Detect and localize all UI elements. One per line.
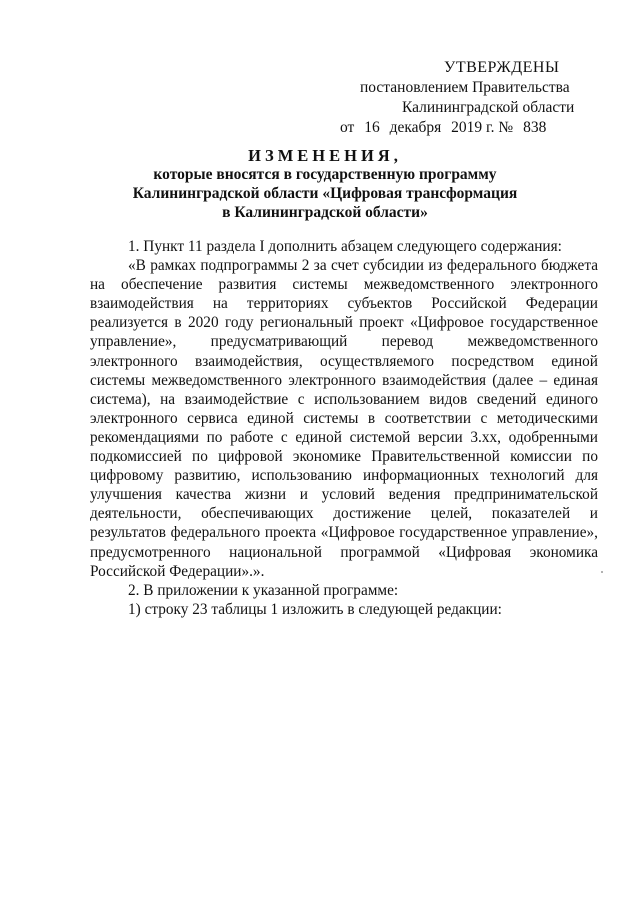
approval-line-region: Калининградской области xyxy=(402,99,575,116)
document-body xyxy=(90,237,598,619)
approval-line-government: постановлением Правительства xyxy=(360,79,570,96)
date-year: 2019 г. xyxy=(451,119,495,136)
heading-line-3: в Калининградской области» xyxy=(222,204,428,221)
document-heading xyxy=(90,146,560,222)
paragraph-3: 2. В приложении к указанной программе: xyxy=(128,581,399,599)
approval-title: УТВЕРЖДЕНЫ xyxy=(444,59,560,76)
approval-date-line xyxy=(340,118,610,138)
paragraph-2: «В рамках подпрограммы 2 за счет субсидии из федерального бюджета на обеспечение развития системы межведомственного электронного взаимодействия на территориях субъектов Российской Федерации реализуется в 2020 году региональный проект «Цифровое государственное управление», предусматривающий перевод межведомственного электронного взаимодействия, осуществляемого посредством единой системы межведомственного электронного взаимодействия (далее – единая система), на взаимодействие с использованием видов сведений единого электронного сервиса единой системы в соответствии с методическими рекомендациями по работе с единой системой версии 3.хх, одобренными подкомиссией по цифровой экономике Правительственной комиссии по цифровому развитию, использованию информационных технологий для улучшения качества жизни и условий ведения предпринимательской деятельности, обеспечивающих достижение целей, показателей и результатов федерального проекта «Цифровое государственное управление», предусмотренного национальной программой «Цифровая экономика Российской Федерации».». xyxy=(90,257,598,580)
heading-title: ИЗМЕНЕНИЯ, xyxy=(248,146,402,165)
heading-line-1: которые вносятся в государственную программу xyxy=(153,166,497,183)
paragraph-4: 1) строку 23 таблицы 1 изложить в следующей редакции: xyxy=(128,600,502,618)
date-day: 16 xyxy=(364,119,380,136)
number-sign: № xyxy=(498,119,514,136)
heading-line-2: Калининградской области «Цифровая трансформация xyxy=(132,185,518,202)
decree-number: 838 xyxy=(523,119,547,136)
date-month: декабря xyxy=(389,119,442,136)
scan-artifact xyxy=(601,571,603,573)
approval-block xyxy=(340,58,610,138)
paragraph-1: 1. Пункт 11 раздела I дополнить абзацем следующего содержания: xyxy=(128,238,562,255)
date-prefix: от xyxy=(340,119,355,136)
